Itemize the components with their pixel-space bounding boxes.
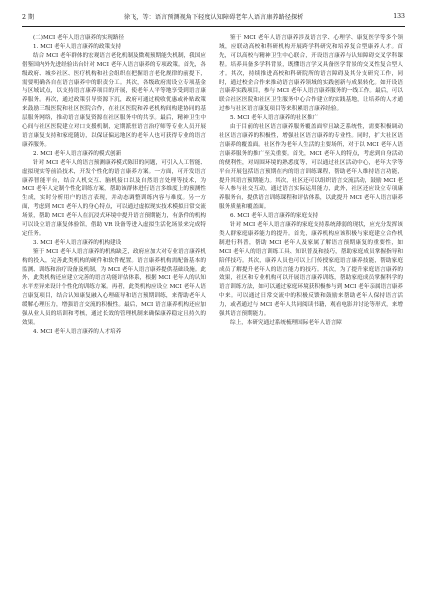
- body-paragraph: 由于目前的社区语言康养服务覆盖面窄且缺乏系统性，需要积极调动社区语言康养的积极性，增强社区语言康养的专业性。同时，扩大社区语言康养的覆盖面。社区作为老年人生活的主要场所，对于以 MCI 老年人语言康养服务的推广至关重要。首先，MCI 老年人的特点，考虑到自身活动的便利性，对周围环境的熟悉度等，可以通过社区活动中心，老年大学等平台开展包括语言预期在内的语言训练课程，帮助老年人维持语言功能，提升其语言预期能力。其次，社区还可以组织语言交流活动，鼓励 MCI 老年人参与社交互动，通过语言实际运用能力，此外，社区还应设立专项康养服务台，提供语言训练课程和评估体系，以此提升 MCI 老年人语言康养服务质量和覆盖面。: [219, 124, 403, 211]
- body-paragraph: 鉴于 MCI 老年人语言康养涉及语言学、心理学、康复医学等多个领域，应联动高校和科研机构开展跨学科研究和培养复合型康养人才。首先，可以高校与精神卫生中心联合，开设语言康养与认知障碍交叉学科课程。培养具备多学科背景，既懂语言学又具备医学背景的交叉性复合型人才。其次，持续推进高校和科研院所的语言障碍及其分支研究工作，同时，通过校企合作来推动语言康养领域的实践创新与成果转化。如开设语言康养实践项目，参与 MCI 老年人语言康养服务的一线工作。最后，可以联合社区医院和社区卫生服务中心合作建立的实践基地，让培养的人才通过参与社区语言康复项目等来积累语言康养经验。: [219, 35, 403, 113]
- body-paragraph: 鉴于 MCI 老年人语言康养的机构缺乏，政府应加大对专业语言康养机构的投入，完善此类机构的硬件和软件配置。语言康养机构需配备基本的监测、训练和治疗设备及机制，为 MCI 老年人语言康养提供基础设施。此外，此类机构还应建立完善的语言功能评估体系，根据 MCI 老年人的认知水平差异来设计个性化的训练方案。再者，此类机构应设立 MCI 老年人语言康复项目，结合认知康复融入心理疏导和语言预期训练，来帮助老年人缓解心理压力，增强语言交流的积极性。最后，MCI 语言康养机构还应加强从业人员的培训和考核，通过长效的管理机制来确保康养稳定且持久的效果。: [22, 248, 206, 326]
- left-column: [22, 34, 206, 337]
- section-heading: 2. MCI 老年人语言康养的模式创新: [33, 150, 122, 157]
- section-heading: 4. MCI 老年人语言康养的人才培养: [33, 328, 122, 335]
- page-header: [22, 6, 405, 27]
- section-heading: 3. MCI 老年人语言康养的机构建设: [33, 239, 122, 246]
- running-title: 徐飞，等：语言预测视角下轻度认知障碍老年人语言康养路径探析: [123, 13, 304, 21]
- right-column: [219, 34, 403, 328]
- issue-number: 2 期: [22, 13, 35, 21]
- body-paragraph: 针对 MCI 老年人语言康养的家庭支持系统薄弱的现状，应充分发挥该类人群家庭康养能力的提升。首先，康养机构应该积极与家庭建立合作机制进行科普，帮助 MCI 老年人及家属了解语言预期康复的重要性，如 MCI 老年人的语言训练工具、知识普及和技巧，帮助家庭成员掌握指导和陪伴技巧。其次，康养人员也可以上门传授家庭语言康养技能，帮助家庭成员了解提升老年人的语言能力的技巧。其次，为了提升家庭语言康养的效果，社区和专业机构可以开展语言康养训练，帮助家庭成员掌握科学的语言训练方法，如可以通过家庭环境获积极参与到 MCI 老年亲属语言康养中来。可以通过日常交流中的积极反馈和鼓励来帮助老年人保持语言活力，或者通过与 MCI 老年人共同阅读书籍，观看电影并讨论等形式，来增强其语言预期能力。: [219, 222, 403, 318]
- body-paragraph: 针对 MCI 老年人的语言预测康养模式陈旧的问题，可引入人工智能、虚拟现实等前沿技术，开发个性化的语言康养方案。一方面，可开发语言康养智能平台，结合人机交互、脑机接口以及自然语言处理等技术，为 MCI 老年人定制个性化训练方案，帮助该群体进行语言多维度上的预测性生成，实时分析用户的语言表现，并动态调整训练内容与难度。另一方面，考虑到 MCI 老年人的身心特点，可以通过虚拟现实技术模拟日常交流场景，帮助 MCI 老年人在沉浸式环境中提升语言预期能力，有条件的机构可以设立语言康复体验馆，借助 VR 设备等进入虚拟生活化场景来完成特定任务。: [22, 159, 206, 237]
- section-heading: (二)MCI 老年人语言康养的实现路径: [33, 35, 125, 41]
- page-number: 133: [393, 12, 405, 20]
- body-paragraph: 综上，本研究通过系统梳理国际老年人语言障: [230, 320, 342, 326]
- section-heading: 5. MCI 老年人语言康养的社区推广: [230, 115, 319, 122]
- section-heading: 1. MCI 老年人语言康养的政策支持: [33, 43, 122, 50]
- body-paragraph: 结合 MCI 老年群体的宏观语言老化机制及微观预期能失机制，我国应借鉴国内外先进经验出台针对 MCI 老年人语言康养的专项政策。首先，各级政府、城乡社区、医疗机构和社会组织在把握语言老化规律的前提下，需要明确各自在语言康养中的职责分工。其次，各级政府需设立专项基金与区域试点，以支持语言康养项目的开展，使老年人平等地享受到语言康养服务。再次，通过政策引导资源下沉，政府可通过税收优惠或补贴政策来鼓励三级医院和社区医院合作，在社区医院和养老机构间构建协同的基层服务网络，推动语言康复资源在社区服务中的共享。最后，精神卫生中心间与社区医院建立对口支援机制，定期派驻语言治疗师等专业人员开展语言康复支持和家庭随访，以保证偏远地区的老年人也可获得专业的语言康养服务。: [22, 52, 206, 148]
- section-heading: 6. MCI 老年人语言康养的家庭支持: [230, 213, 319, 220]
